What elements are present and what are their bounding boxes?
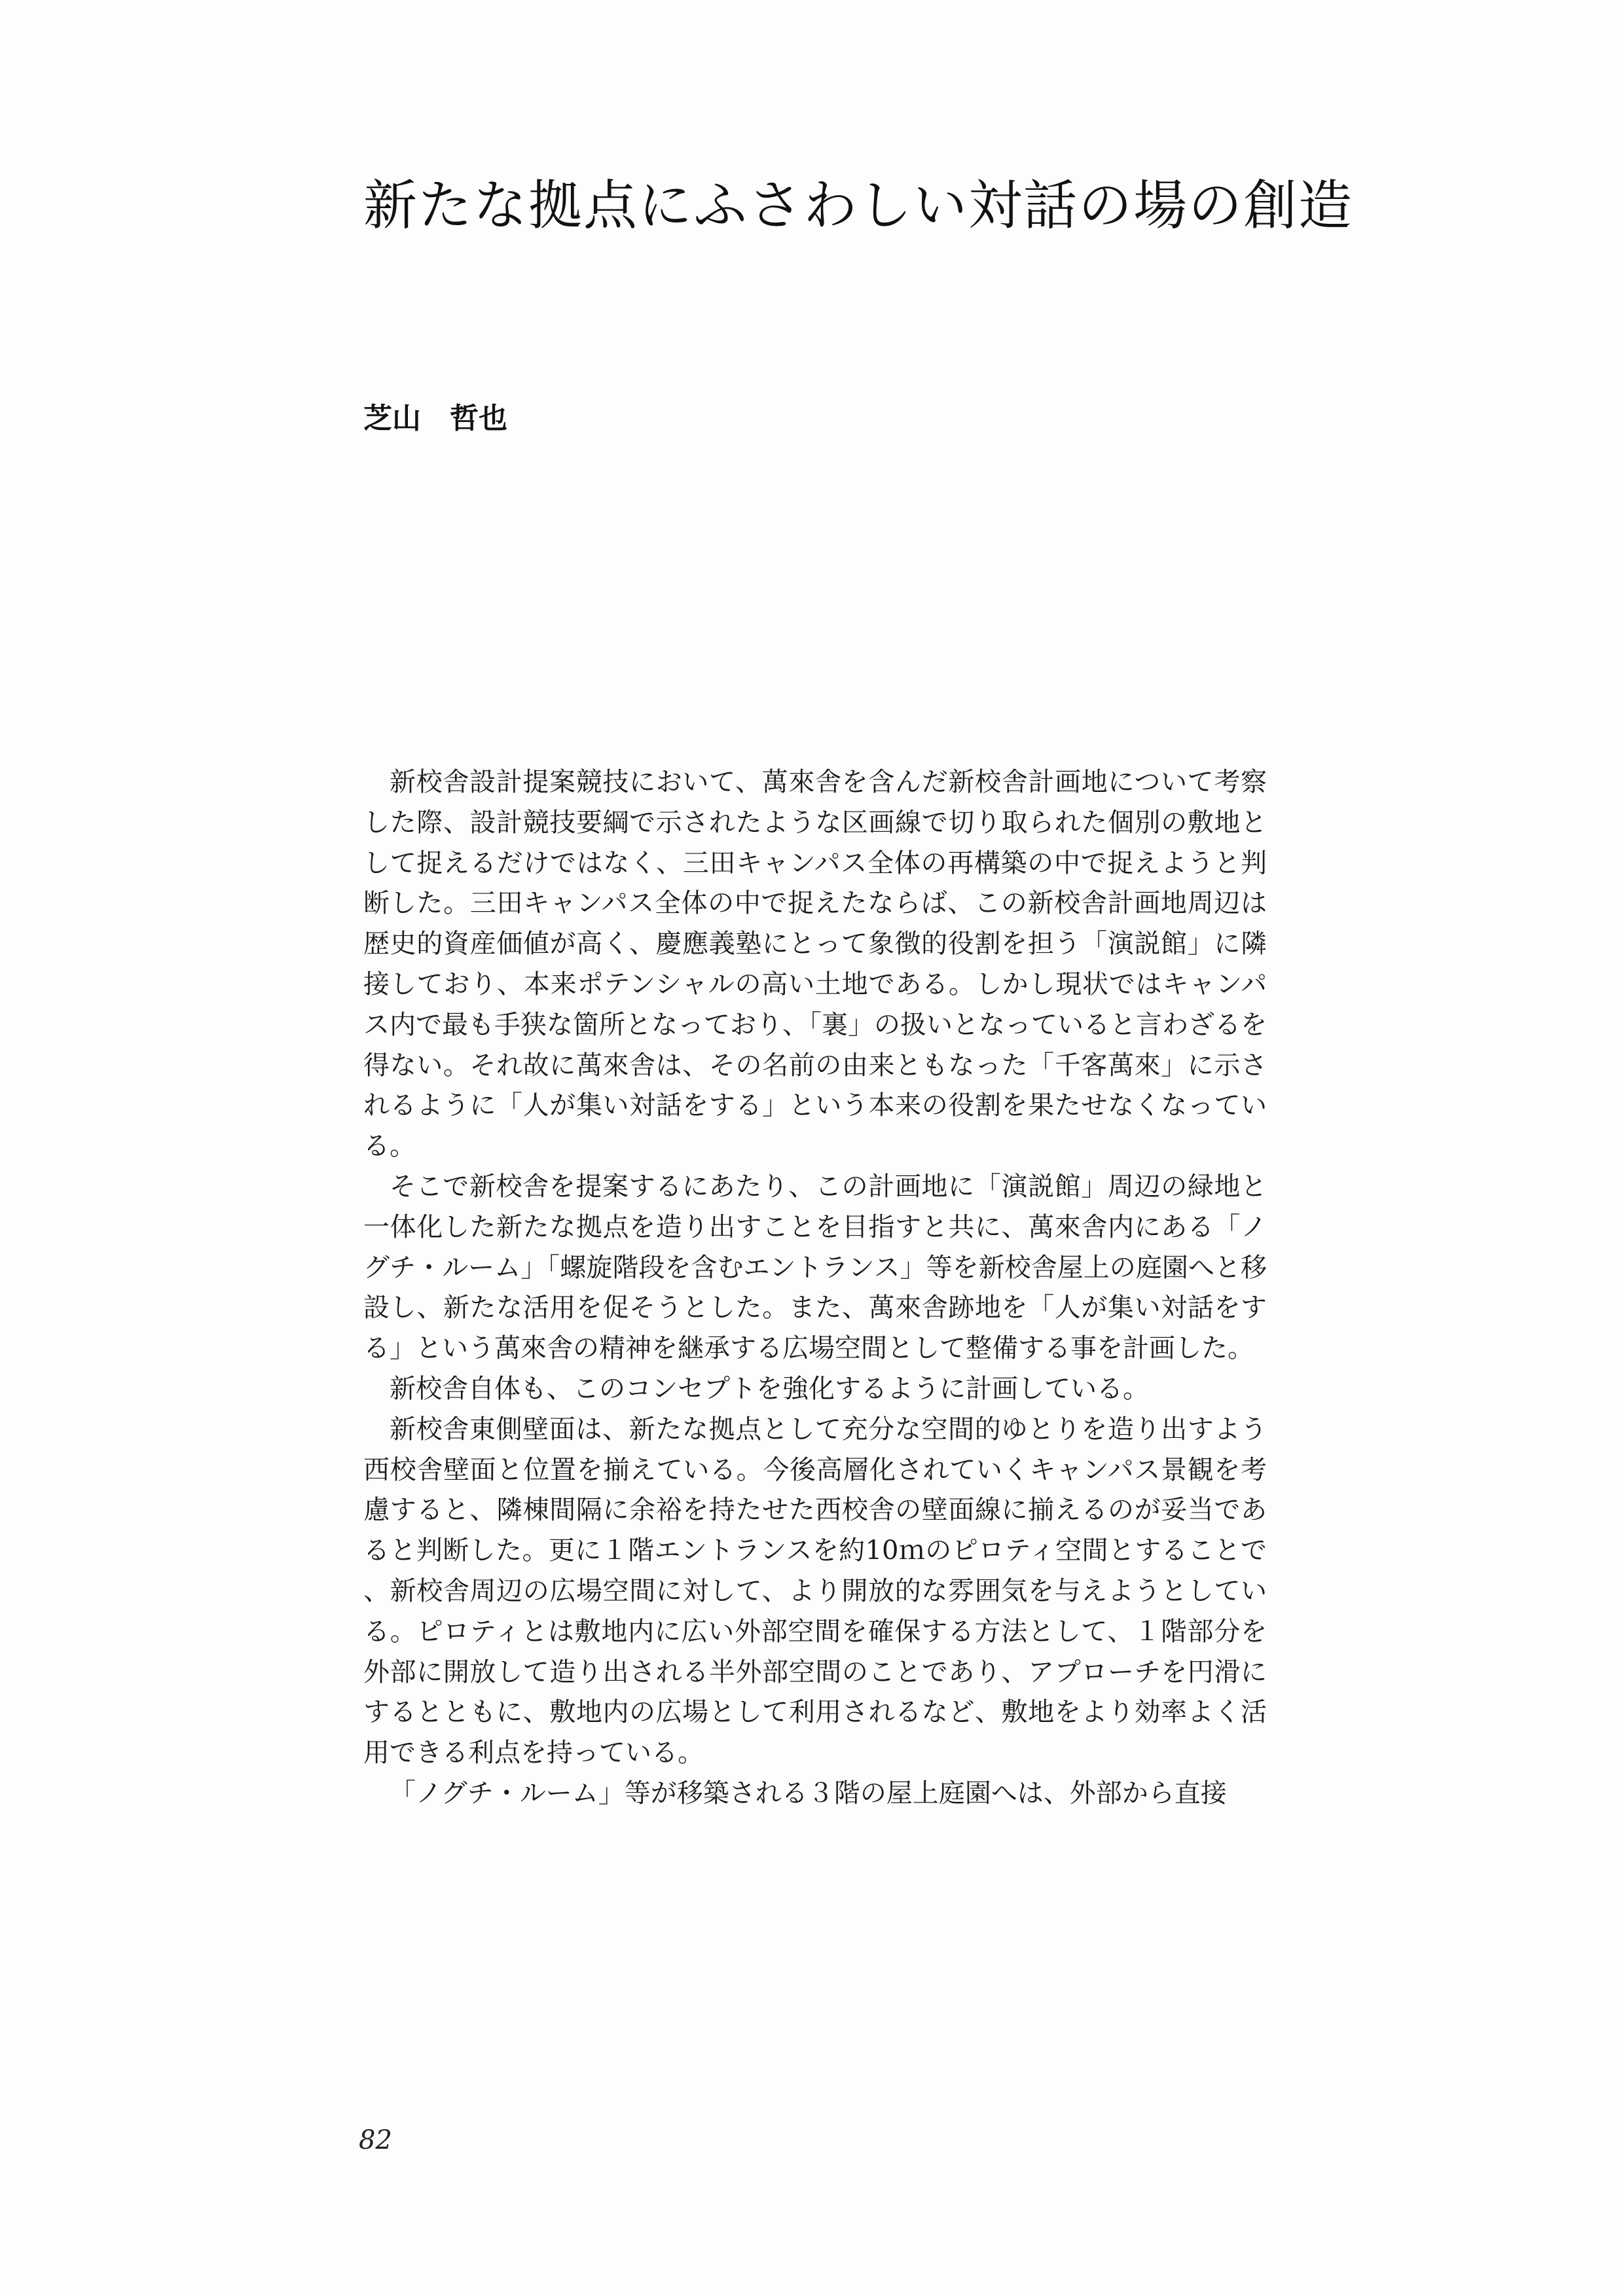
paragraph: 新校舎設計提案競技において、萬來舎を含んだ新校舎計画地について考察した際、設計競技要綱で示されたような区画線で切り取られた個別の敷地として捉えるだけではなく、三田キャンパス全体の再構築の中で捉えようと判断した。三田キャンパス全体の中で捉えたならば、この新校舎計画地周辺は歴史的資産価値が高く、慶應義塾にとって象徴的役割を担う「演説館」に隣接しており、本来ポテンシャルの高い土地である。しかし現状ではキャンパス内で最も手狭な箇所となっており、「裏」の扱いとなっていると言わざるを得ない。それ故に萬來舎は、その名前の由来ともなった「千客萬來」に示されるように「人が集い対話をする」という本来の役割を果たせなくなっている。 — [363, 767, 1267, 1162]
page-title: 新たな拠点にふさわしい対話の場の創造 — [363, 175, 1354, 237]
paragraph: 「ノグチ・ルーム」等が移築される３階の屋上庭園へは、外部から直接 — [390, 1778, 1227, 1808]
author-name: 芝山 哲也 — [363, 402, 507, 435]
paragraph: 新校舎自体も、このコンセプトを強化するように計画している。 — [390, 1373, 1149, 1404]
page-number: 82 — [359, 2125, 392, 2155]
paragraph: そこで新校舎を提案するにあたり、この計画地に「演説館」周辺の緑地と一体化した新たな拠点を造り出すことを目指すと共に、萬來舎内にある「ノグチ・ルーム」「螺旋階段を含むエントランス」等を新校舎屋上の庭園へと移設し、新たな活用を促そうとした。また、萬來舎跡地を「人が集い対話をする」という萬來舎の精神を継承する広場空間として整備する事を計画した。 — [363, 1171, 1267, 1364]
article-body — [363, 762, 1267, 1814]
paragraph: 新校舎東側壁面は、新たな拠点として充分な空間的ゆとりを造り出すよう西校舎壁面と位置を揃えている。今後高層化されていくキャンパス景観を考慮すると、隣棟間隔に余裕を持たせた西校舎の壁面線に揃えるのが妥当であると判断した。更に１階エントランスを約10ｍのピロティ空間とすることで、新校舎周辺の広場空間に対して、より開放的な雰囲気を与えようとしている。ピロティとは敷地内に広い外部空間を確保する方法として、１階部分を外部に開放して造り出される半外部空間のことであり、アプローチを円滑にするとともに、敷地内の広場として利用されるなど、敷地をより効率よく活用できる利点を持っている。 — [363, 1414, 1267, 1768]
